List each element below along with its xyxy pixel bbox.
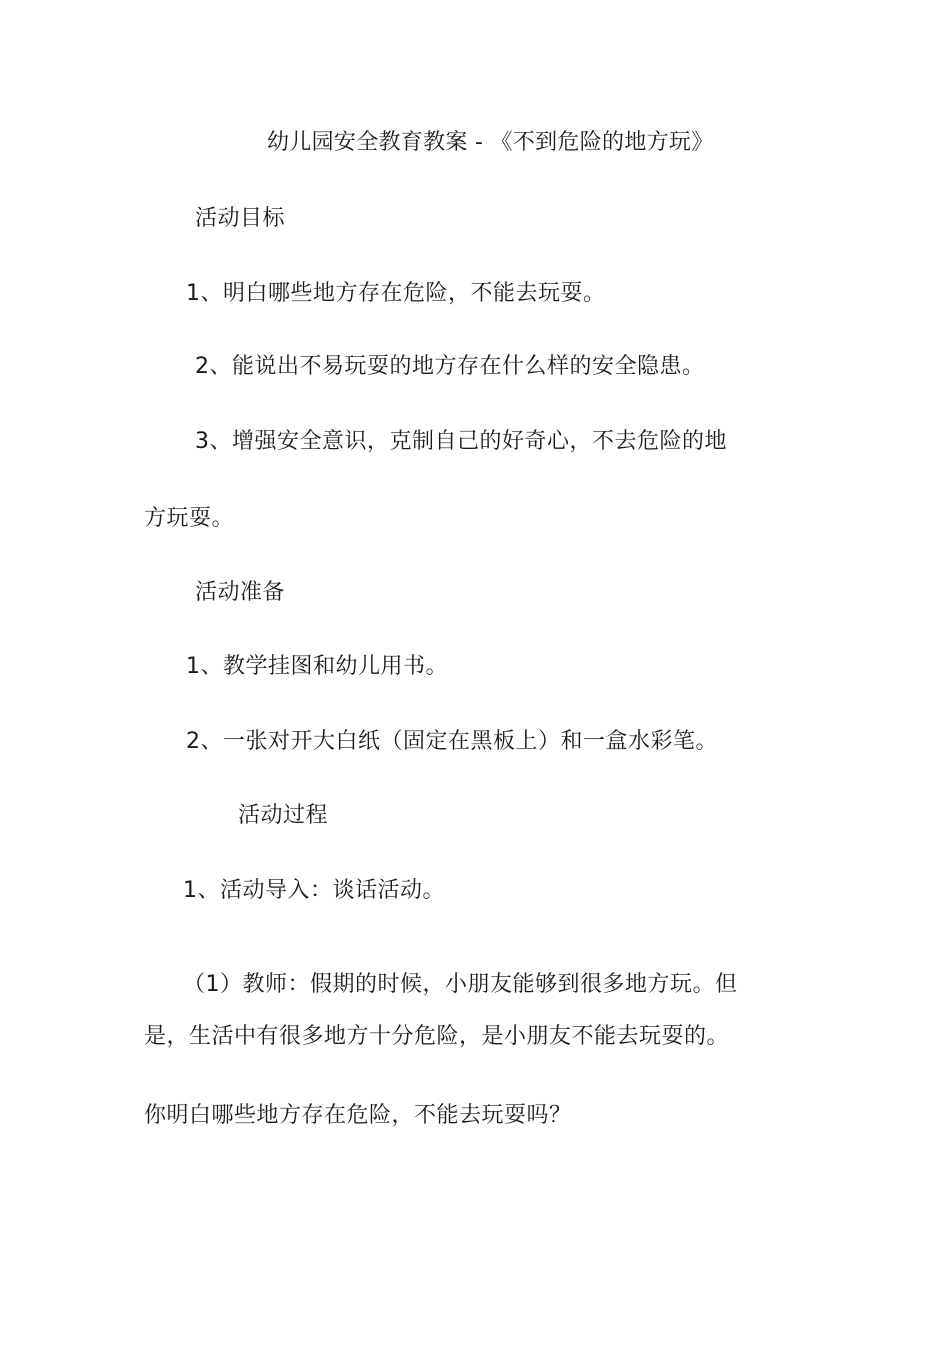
paragraph-line: 3、增强安全意识，克制自己的好奇心，不去危险的地 xyxy=(195,429,727,454)
paragraph-line: 1、教学挂图和幼儿用书。 xyxy=(186,654,448,679)
paragraph-line: 1、活动导入：谈话活动。 xyxy=(183,878,445,903)
paragraph-line: 1、明白哪些地方存在危险，不能去玩耍。 xyxy=(186,281,606,306)
section-heading-goals: 活动目标 xyxy=(195,206,286,231)
paragraph-line: 2、一张对开大白纸（固定在黑板上）和一盒水彩笔。 xyxy=(186,729,718,754)
paragraph-line: 方玩耍。 xyxy=(144,506,235,531)
paragraph-line: 是，生活中有很多地方十分危险，是小朋友不能去玩耍的。 xyxy=(144,1024,730,1049)
paragraph-line: 2、能说出不易玩耍的地方存在什么样的安全隐患。 xyxy=(195,354,705,379)
paragraph-line: 你明白哪些地方存在危险，不能去玩耍吗？ xyxy=(144,1103,572,1128)
section-heading-preparation: 活动准备 xyxy=(195,580,286,605)
document-title: 幼儿园安全教育教案 - 《不到危险的地方玩》 xyxy=(267,130,714,155)
paragraph-line: （1）教师：假期的时候，小朋友能够到很多地方玩。但 xyxy=(183,972,738,997)
section-heading-process: 活动过程 xyxy=(238,803,329,828)
